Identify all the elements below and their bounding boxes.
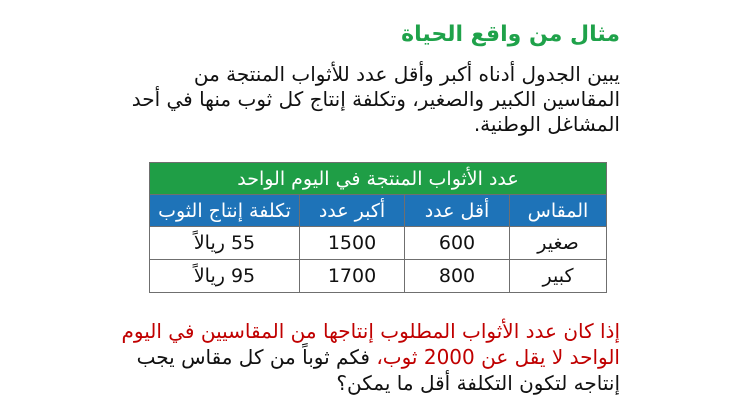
cell-min-count: 800 — [405, 260, 510, 293]
table-row — [150, 260, 607, 293]
header-max-count: أكبر عدد — [300, 195, 405, 227]
intro-paragraph: يبين الجدول أدناه أكبر وأقل عدد للأثواب المنتجة من المقاسين الكبير والصغير، وتكلفة إنتاج كل ثوب منها في أحد المشاغل الوطنية. — [131, 62, 620, 136]
cell-max-count: 1500 — [300, 227, 405, 260]
question-paragraph — [120, 318, 620, 396]
cell-unit-cost: 95 ريالاً — [150, 260, 300, 293]
header-size: المقاس — [510, 195, 607, 227]
cell-size: صغير — [510, 227, 607, 260]
header-min-count: أقل عدد — [405, 195, 510, 227]
cell-min-count: 600 — [405, 227, 510, 260]
question-rest: فكم ثوباً من كل مقاس يجب إنتاجه لتكون التكلفة أقل ما يمكن؟ — [136, 345, 620, 395]
cell-unit-cost: 55 ريالاً — [150, 227, 300, 260]
table-row — [150, 227, 607, 260]
question-highlight: إذا كان عدد الأثواب المطلوب إنتاجها من المقاسيين في اليوم الواحد لا يقل عن 2000 ثوب، — [121, 319, 620, 369]
cell-max-count: 1700 — [300, 260, 405, 293]
table-caption: عدد الأثواب المنتجة في اليوم الواحد — [150, 163, 607, 195]
cell-size: كبير — [510, 260, 607, 293]
garments-table-grid — [149, 162, 607, 293]
header-unit-cost: تكلفة إنتاج الثوب — [150, 195, 300, 227]
table-header-row — [150, 195, 607, 227]
table-caption-row — [150, 163, 607, 195]
garments-table — [149, 162, 607, 293]
page-title: مثال من واقع الحياة — [401, 22, 620, 47]
